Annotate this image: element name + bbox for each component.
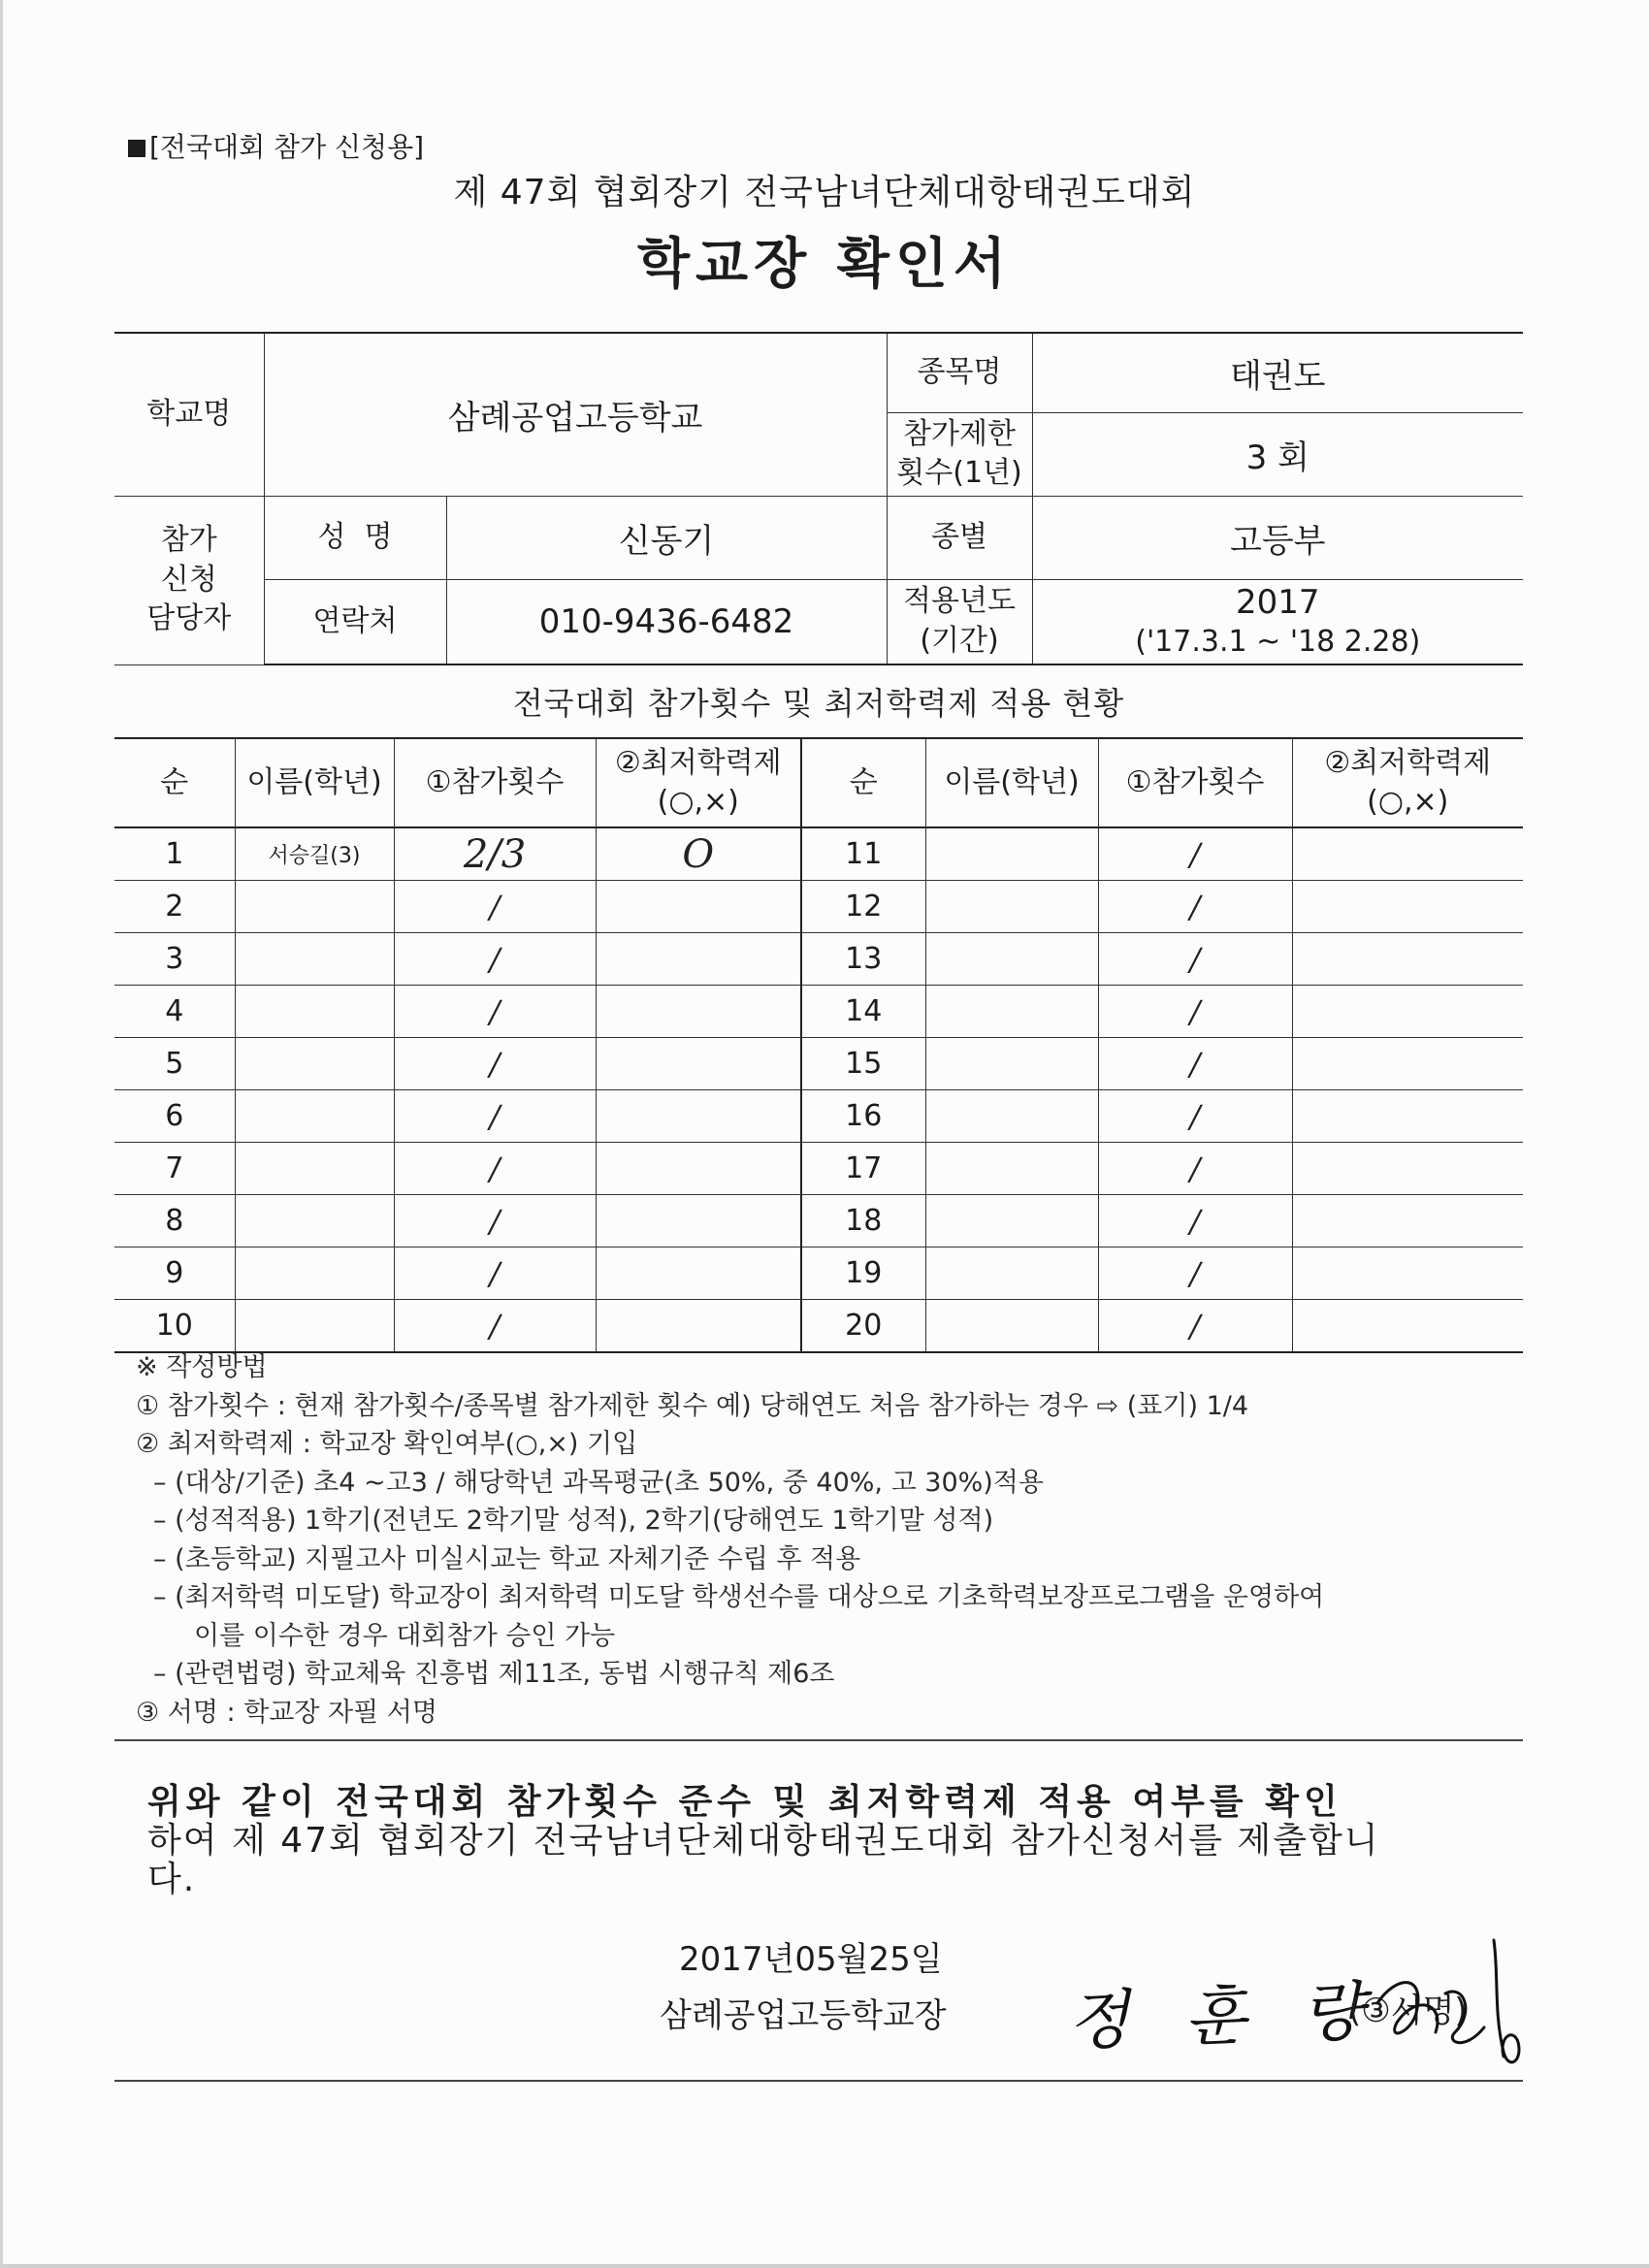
row-count-right: /	[1098, 1038, 1292, 1090]
statement-line2: 하여 제 47회 협회장기 전국남녀단체대항태권도대회 참가신청서를 제출합니	[147, 1821, 1380, 1861]
row-min	[596, 1247, 801, 1300]
header-min-line2: (○,×)	[657, 785, 739, 819]
row-count-right: /	[1098, 1143, 1292, 1195]
instructions	[136, 1348, 1523, 1732]
table-row	[114, 1195, 1523, 1247]
form-tag	[128, 126, 424, 165]
row-count: /	[394, 1143, 596, 1195]
table-row	[114, 1247, 1523, 1300]
table-header-row	[114, 738, 1523, 827]
row-no: 4	[114, 986, 235, 1038]
row-no-right: 16	[801, 1090, 925, 1143]
division-label: 종별	[887, 496, 1032, 579]
bottom-divider	[114, 2080, 1523, 2082]
header-no-right: 순	[801, 738, 925, 827]
applicant-label-line1: 참가	[160, 523, 217, 558]
row-min	[596, 986, 801, 1038]
limit-label-line1: 참가제한	[903, 416, 1016, 451]
row-count-right: /	[1098, 1090, 1292, 1143]
row-no-right: 20	[801, 1300, 925, 1353]
row-count: /	[394, 1090, 596, 1143]
instruction-heading: ※ 작성방법	[136, 1352, 268, 1382]
limit-label-line2: 횟수(1년)	[896, 456, 1022, 490]
principal-title: 삼례공업고등학교장	[660, 1996, 947, 2035]
applicant-label	[114, 496, 264, 664]
row-no-right: 11	[801, 827, 925, 881]
row-count: /	[394, 1038, 596, 1090]
year-label-line2: (기간)	[920, 623, 999, 658]
row-min	[596, 1038, 801, 1090]
header-min-right	[1292, 738, 1523, 827]
header-min-right-line2: (○,×)	[1367, 785, 1449, 819]
row-count: /	[394, 1300, 596, 1353]
row-min-right	[1292, 1038, 1523, 1090]
row-min-right	[1292, 1300, 1523, 1353]
row-count-right: /	[1098, 986, 1292, 1038]
applicant-label-line2: 신청	[160, 562, 217, 597]
row-count-right: /	[1098, 1247, 1292, 1300]
row-count: /	[394, 1247, 596, 1300]
row-no-right: 13	[801, 933, 925, 986]
row-min-right	[1292, 933, 1523, 986]
row-min	[596, 1300, 801, 1353]
school-value: 삼례공업고등학교	[264, 333, 887, 496]
school-label: 학교명	[114, 333, 264, 496]
contact-label: 연락처	[264, 579, 446, 664]
row-min	[596, 1195, 801, 1247]
participation-table	[114, 737, 1523, 1353]
row-no-right: 14	[801, 986, 925, 1038]
event-value: 태권도	[1032, 333, 1523, 412]
year-value: 2017	[1236, 582, 1320, 622]
header-name-right: 이름(학년)	[925, 738, 1098, 827]
row-no-right: 18	[801, 1195, 925, 1247]
contact-value: 010-9436-6482	[446, 579, 887, 664]
row-name-right	[925, 1090, 1098, 1143]
row-count-right: /	[1098, 881, 1292, 933]
row-no: 10	[114, 1300, 235, 1353]
instruction-line: – (성적적용) 1학기(전년도 2학기말 성적), 2학기(당해연도 1학기말 성적)	[153, 1506, 994, 1536]
row-name	[235, 1247, 394, 1300]
row-name	[235, 1300, 394, 1353]
row-name	[235, 881, 394, 933]
limit-value: 3 회	[1032, 412, 1523, 496]
row-count-right: /	[1098, 1300, 1292, 1353]
table-row	[114, 986, 1523, 1038]
row-count: /	[394, 1195, 596, 1247]
instruction-line: ② 최저학력제 : 학교장 확인여부(○,×) 기입	[136, 1429, 638, 1459]
square-bullet-icon	[128, 140, 146, 157]
header-min-line1: ②최저학력제	[614, 745, 782, 780]
date: 2017년05월25일	[679, 1940, 943, 1979]
row-min: O	[596, 827, 801, 881]
table-row	[114, 1300, 1523, 1353]
table-row	[114, 1038, 1523, 1090]
row-name-right	[925, 1143, 1098, 1195]
row-count: /	[394, 881, 596, 933]
instruction-line: 이를 이수한 경우 대회참가 승인 가능	[194, 1620, 616, 1651]
year-value-cell	[1032, 579, 1523, 664]
signature-block	[1067, 1945, 1571, 2090]
page-title: 학교장 확인서	[636, 233, 1013, 296]
row-no: 7	[114, 1143, 235, 1195]
instruction-line: ③ 서명 : 학교장 자필 서명	[136, 1697, 437, 1728]
applicant-label-line3: 담당자	[146, 601, 232, 636]
row-no: 1	[114, 827, 235, 881]
row-name-right	[925, 881, 1098, 933]
row-count: /	[394, 933, 596, 986]
instruction-line: – (초등학교) 지필고사 미실시교는 학교 자체기준 수립 후 적용	[153, 1543, 861, 1574]
header-name: 이름(학년)	[235, 738, 394, 827]
header-no: 순	[114, 738, 235, 827]
divider	[114, 1739, 1523, 1741]
row-min	[596, 881, 801, 933]
signature-scribble	[1358, 1935, 1552, 2090]
row-name-right	[925, 933, 1098, 986]
row-count-right: /	[1098, 827, 1292, 881]
subtitle: 제 47회 협회장기 전국남녀단체대항태권도대회	[453, 173, 1196, 212]
row-no: 6	[114, 1090, 235, 1143]
row-no: 3	[114, 933, 235, 986]
row-name: 서승길(3)	[235, 827, 394, 881]
year-label-line1: 적용년도	[903, 584, 1016, 619]
table-row	[114, 881, 1523, 933]
instruction-line: – (관련법령) 학교체육 진흥법 제11조, 동법 시행규칙 제6조	[153, 1659, 835, 1689]
row-name	[235, 986, 394, 1038]
table-row	[114, 1090, 1523, 1143]
table-row	[114, 827, 1523, 881]
row-name-right	[925, 1300, 1098, 1353]
info-table	[114, 332, 1523, 665]
row-name-right	[925, 827, 1098, 881]
form-tag-text: [전국대회 참가 신청용]	[149, 131, 425, 163]
row-min-right	[1292, 881, 1523, 933]
row-min	[596, 1143, 801, 1195]
row-name-right	[925, 1038, 1098, 1090]
row-min-right	[1292, 1090, 1523, 1143]
row-name	[235, 1090, 394, 1143]
statement	[147, 1783, 1505, 1899]
row-min-right	[1292, 827, 1523, 881]
row-no-right: 12	[801, 881, 925, 933]
statement-line3: 다.	[147, 1860, 197, 1899]
event-label: 종목명	[887, 333, 1032, 412]
row-name	[235, 1143, 394, 1195]
row-name-right	[925, 1195, 1098, 1247]
table-row	[114, 933, 1523, 986]
header-count-right: ①참가횟수	[1098, 738, 1292, 827]
section-title: 전국대회 참가횟수 및 최저학력제 적용 현황	[512, 685, 1125, 722]
division-value: 고등부	[1032, 496, 1523, 579]
row-name-right	[925, 986, 1098, 1038]
limit-label	[887, 412, 1032, 496]
row-no: 5	[114, 1038, 235, 1090]
row-name-right	[925, 1247, 1098, 1300]
instruction-line: – (대상/기준) 초4 ~고3 / 해당학년 과목평균(초 50%, 중 40%, 고 30%)적용	[153, 1467, 1044, 1498]
row-no: 8	[114, 1195, 235, 1247]
statement-line1: 위와 같이 전국대회 참가횟수 준수 및 최저학력제 적용 여부를 확인	[147, 1782, 1342, 1822]
row-no: 9	[114, 1247, 235, 1300]
table-row	[114, 1143, 1523, 1195]
header-min-right-line1: ②최저학력제	[1324, 745, 1492, 780]
row-no-right: 19	[801, 1247, 925, 1300]
row-min-right	[1292, 1195, 1523, 1247]
row-min-right	[1292, 1143, 1523, 1195]
row-name	[235, 933, 394, 986]
header-min	[596, 738, 801, 827]
row-count: /	[394, 986, 596, 1038]
signature-name: 정 훈 량	[1065, 1973, 1382, 2059]
header-count: ①참가횟수	[394, 738, 596, 827]
name-label: 성 명	[264, 496, 446, 579]
year-label	[887, 579, 1032, 664]
row-no-right: 17	[801, 1143, 925, 1195]
row-min-right	[1292, 986, 1523, 1038]
name-value: 신동기	[446, 496, 887, 579]
row-no: 2	[114, 881, 235, 933]
row-name	[235, 1195, 394, 1247]
row-min-right	[1292, 1247, 1523, 1300]
row-min	[596, 933, 801, 986]
row-count-right: /	[1098, 1195, 1292, 1247]
instruction-line: ① 참가횟수 : 현재 참가횟수/종목별 참가제한 횟수 예) 당해연도 처음 참가하는 경우 ⇨ (표기) 1/4	[136, 1390, 1249, 1421]
instruction-line: – (최저학력 미도달) 학교장이 최저학력 미도달 학생선수를 대상으로 기초학력보장프로그램을 운영하여	[153, 1582, 1325, 1612]
row-count-right: /	[1098, 933, 1292, 986]
signature-mark: (③서명)	[1348, 1992, 1468, 2030]
row-min	[596, 1090, 801, 1143]
row-no-right: 15	[801, 1038, 925, 1090]
row-count: 2/3	[394, 827, 596, 881]
year-period: ('17.3.1 ~ '18 2.28)	[1135, 624, 1421, 659]
row-name	[235, 1038, 394, 1090]
